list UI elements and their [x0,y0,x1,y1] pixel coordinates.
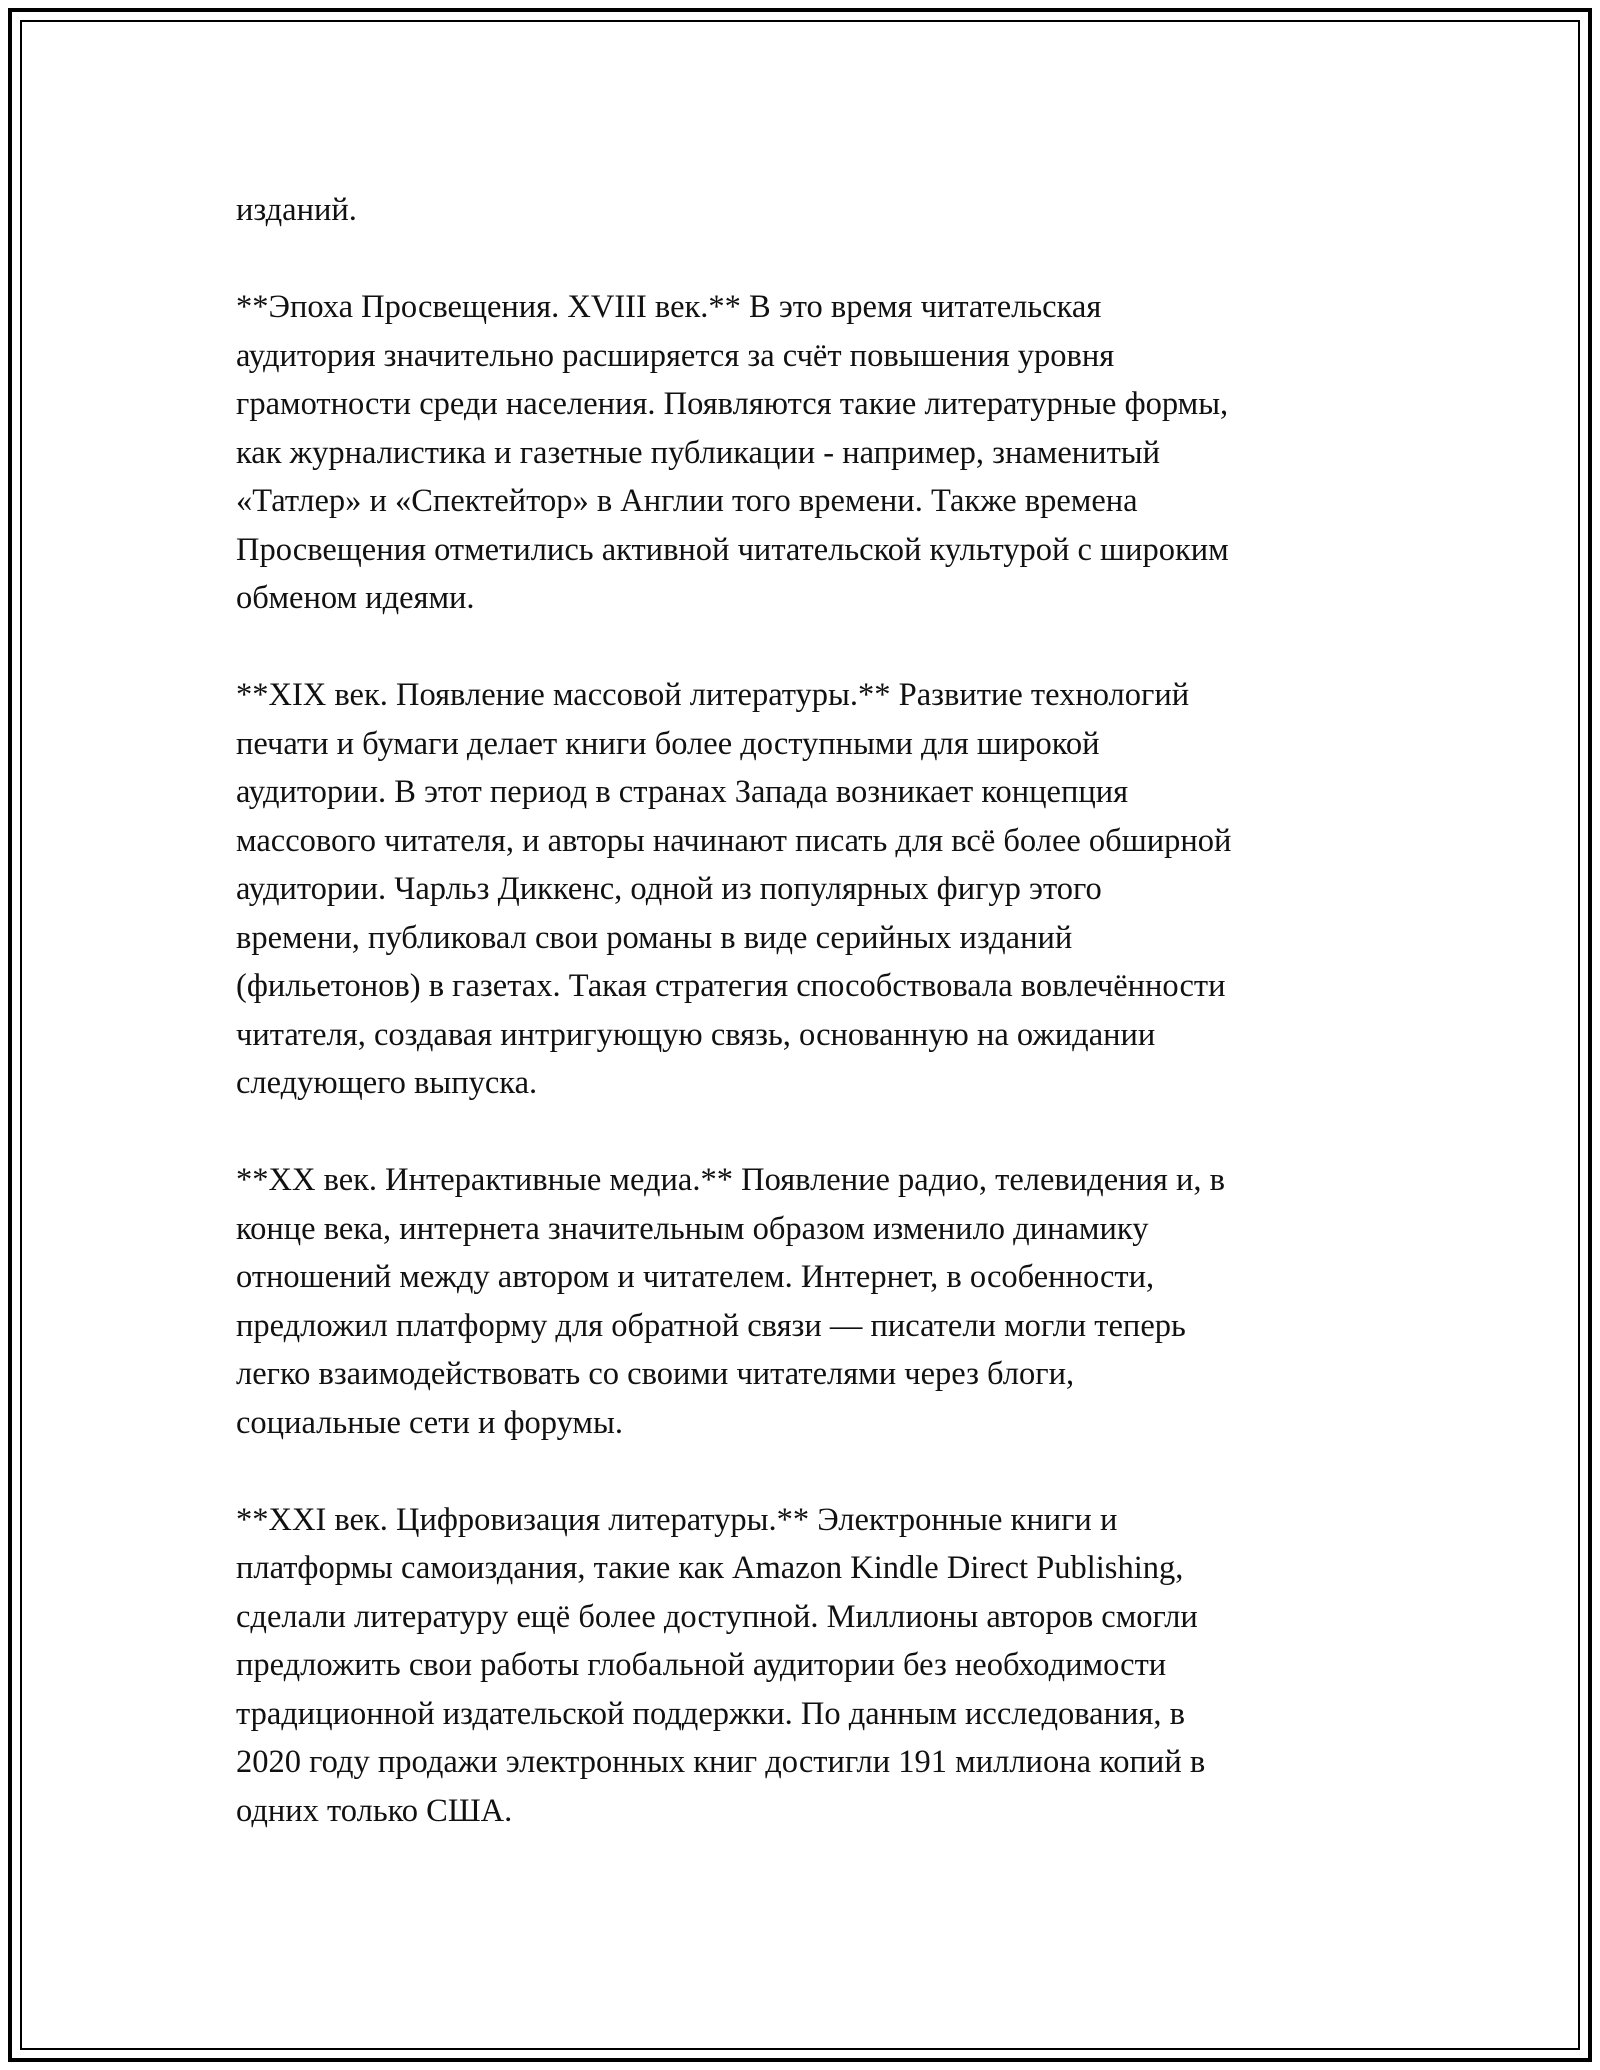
paragraph-enlightenment: **Эпоха Просвещения. XVIII век.** В это время читательская аудитория значительно расширяется за счёт повышения уровня грамотности среди населения. Появляются такие литературные формы, как журналистика и газетные публикации - например, знаменитый «Татлер» и «Спектейтор» в Англии того времени. Также времена Просвещения отметились активной читательской культурой с широким обменом идеями. [236,289,1229,616]
paragraph-19th-century: **XIX век. Появление массовой литературы.** Развитие технологий печати и бумаги делает книги более доступными для широкой аудитории. В этот период в странах Запада возникает концепция массового читателя, и авторы начинают писать для всё более обширной аудитории. Чарльз Диккенс, одной из популярных фигур этого времени, публиковал свои романы в виде серийных изданий (фильетонов) в газетах. Такая стратегия способствовала вовлечённости читателя, создавая интригующую связь, основанную на ожидании следующего выпуска. [236,677,1232,1101]
paragraph-21st-century: **XXI век. Цифровизация литературы.** Электронные книги и платформы самоиздания, такие как Amazon Kindle Direct Publishing, сделали литературу ещё более доступной. Миллионы авторов смогли предложить свои работы глобальной аудитории без необходимости традиционной издательской поддержки. По данным исследования, в 2020 году продажи электронных книг достигли 191 миллиона копий в одних только США. [236,1501,1206,1829]
paragraph-20th-century: **XX век. Интерактивные медиа.** Появление радио, телевидения и, в конце века, интернета значительным образом изменило динамику отношений между автором и читателем. Интернет, в особенности, предложил платформу для обратной связи — писатели могли теперь легко взаимодействовать со своими читателями через блоги, социальные сети и форумы. [236,1162,1225,1441]
paragraph-continuation: изданий. [236,192,357,228]
document-body [236,186,1386,1884]
